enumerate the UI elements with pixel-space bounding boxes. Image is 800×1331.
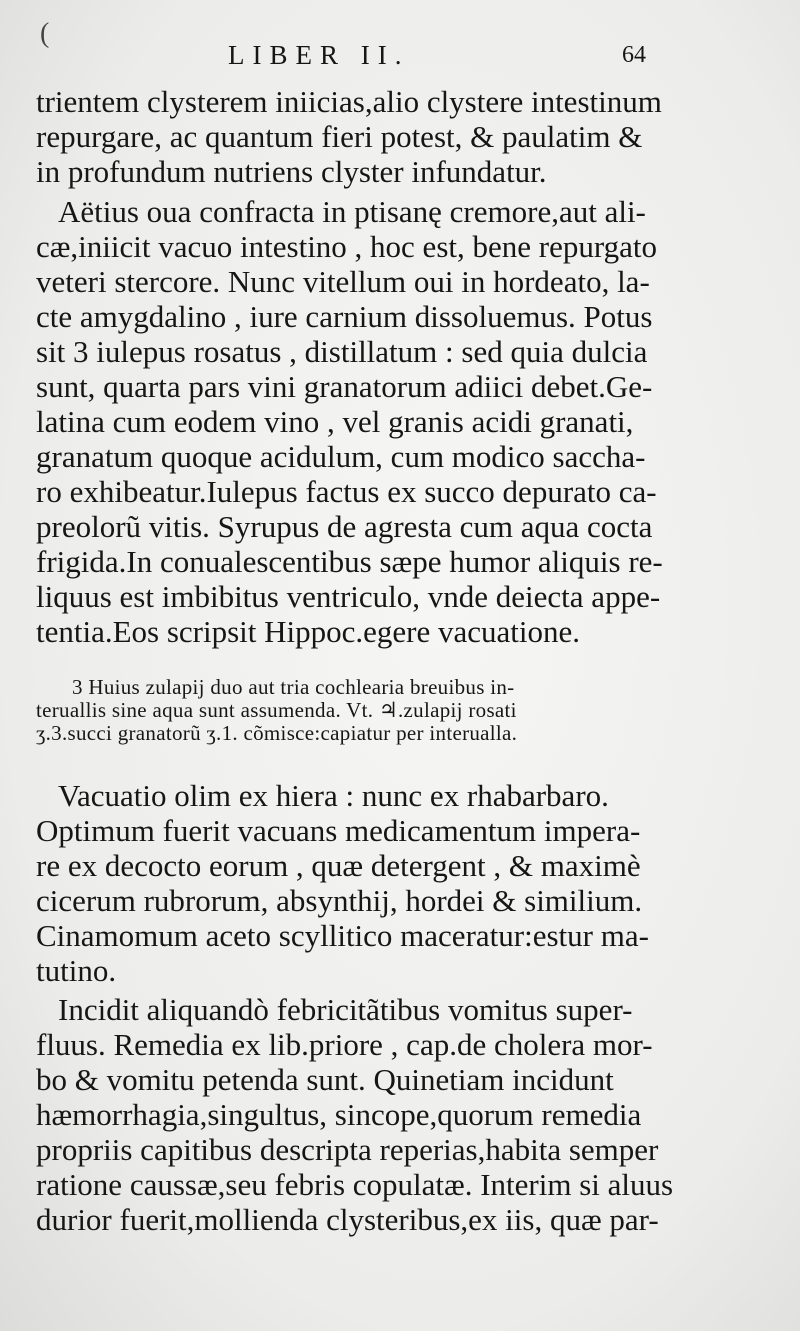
running-head: LIBER II. bbox=[228, 40, 410, 70]
text-line: tutino. bbox=[36, 953, 117, 988]
text-line: re ex decocto eorum , quæ detergent , & maximè bbox=[36, 848, 641, 883]
paragraph-1 bbox=[36, 84, 684, 189]
text-line: in profundum nutriens clyster infundatur. bbox=[36, 154, 547, 189]
text-line: tentia.Eos scripsit Hippoc.egere vacuatione. bbox=[36, 614, 581, 649]
text-line: ratione caussæ,seu febris copulatæ. Interim si aluus bbox=[36, 1167, 674, 1202]
text-line: repurgare, ac quantum fieri potest, & paulatim & bbox=[36, 119, 643, 154]
text-line: propriis capitibus descripta reperias,habita semper bbox=[36, 1132, 659, 1167]
text-line: veteri stercore. Nunc vitellum oui in hordeato, la- bbox=[36, 264, 650, 299]
text-line: sunt, quarta pars vini granatorum adiici debet.Ge- bbox=[36, 369, 653, 404]
text-line: ro exhibeatur.Iulepus factus ex succo depurato ca- bbox=[36, 474, 657, 509]
text-line: preolorũ vitis. Syrupus de agresta cum aqua cocta bbox=[36, 509, 653, 544]
margin-mark: ( bbox=[40, 18, 50, 49]
text-line: cæ,iniicit vacuo intestino , hoc est, bene repurgato bbox=[36, 229, 657, 264]
paragraph-2 bbox=[36, 194, 684, 649]
text-line: Aëtius oua confracta in ptisanę cremore,aut ali- bbox=[58, 194, 646, 229]
text-line: frigida.In conualescentibus sæpe humor aliquis re- bbox=[36, 544, 663, 579]
text-line: hæmorrhagia,singultus, sincope,quorum remedia bbox=[36, 1097, 642, 1132]
text-line: sit 3 iulepus rosatus , distillatum : sed quia dulcia bbox=[36, 334, 648, 369]
text-line: latina cum eodem vino , vel granis acidi granati, bbox=[36, 404, 634, 439]
paragraph-3 bbox=[36, 778, 684, 988]
note-line: 3 Huius zulapij duo aut tria cochlearia breuibus in- bbox=[72, 675, 515, 699]
text-line: granatum quoque acidulum, cum modico sacchа- bbox=[36, 439, 646, 474]
text-line: liquus est imbibitus ventriculo, vnde deiecta appe- bbox=[36, 579, 661, 614]
note-line: teruallis sine aqua sunt assumenda. Vt. ♃.zulapij rosati bbox=[36, 698, 517, 722]
text-line: Vacuatio olim ex hiera : nunc ex rhabarbaro. bbox=[58, 778, 609, 813]
text-line: bo & vomitu petenda sunt. Quinetiam incidunt bbox=[36, 1062, 614, 1097]
text-line: Incidit aliquandò febricitãtibus vomitus super- bbox=[58, 992, 633, 1027]
text-line: Cinamomum aceto scyllitico maceratur:estur ma- bbox=[36, 918, 649, 953]
text-line: cte amygdalino , iure carnium dissoluemus. Potus bbox=[36, 299, 653, 334]
text-line: trientem clysterem iniicias,alio clystere intestinum bbox=[36, 84, 662, 119]
marginal-note bbox=[36, 676, 684, 745]
paragraph-4 bbox=[36, 992, 684, 1237]
text-line: fluus. Remedia ex lib.priore , cap.de cholera mor- bbox=[36, 1027, 653, 1062]
page-header bbox=[0, 38, 800, 78]
note-line: ʒ.3.succi granatorũ ʒ.1. cõmisce:capiatur per interualla. bbox=[36, 721, 518, 745]
text-line: durior fuerit,mollienda clysteribus,ex iis, quæ par- bbox=[36, 1202, 659, 1237]
page-number: 64 bbox=[622, 42, 646, 68]
text-line: cicerum rubrorum, absynthij, hordei & similium. bbox=[36, 883, 643, 918]
text-line: Optimum fuerit vacuans medicamentum impera- bbox=[36, 813, 641, 848]
